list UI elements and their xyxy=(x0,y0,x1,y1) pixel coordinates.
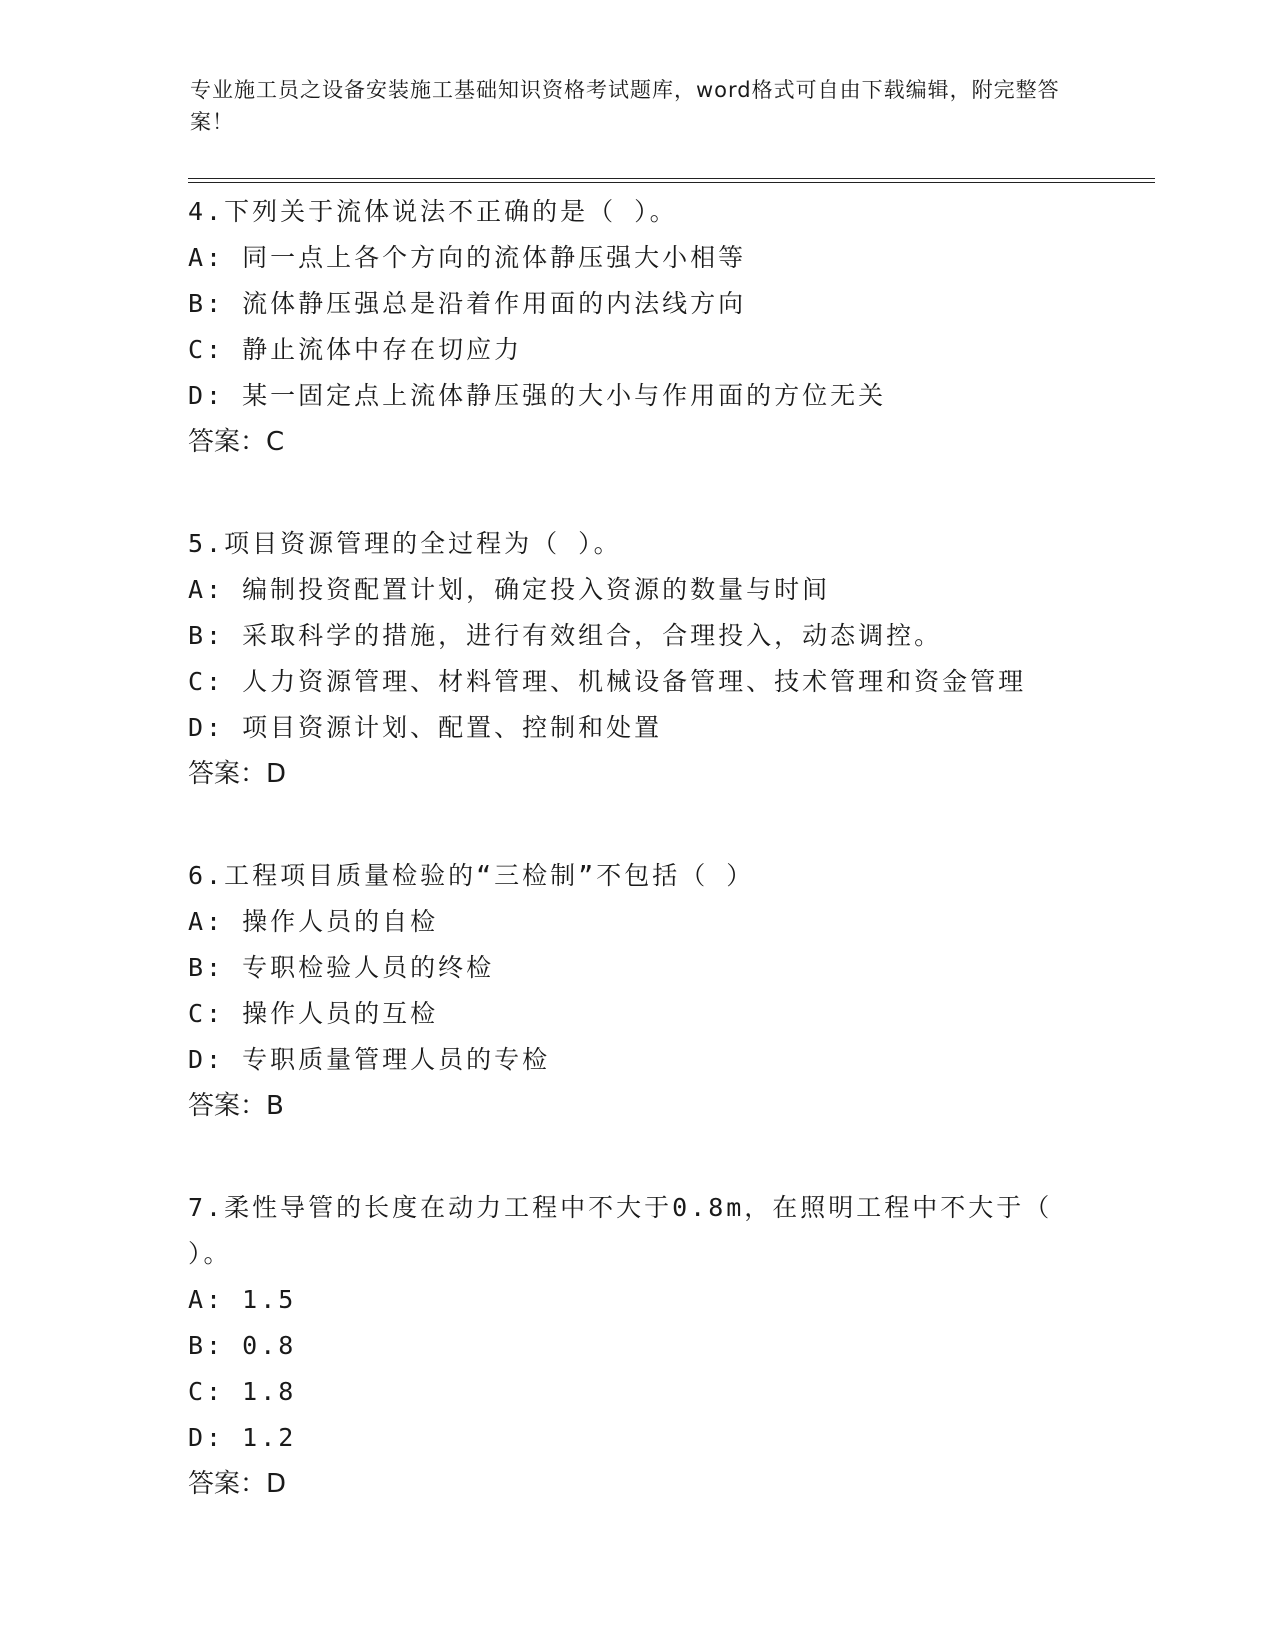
question-6 xyxy=(188,853,1148,1129)
question-7 xyxy=(188,1185,1148,1507)
option-d: D: 1.2 xyxy=(188,1423,297,1452)
option-c: C: 人力资源管理、材料管理、机械设备管理、技术管理和资金管理 xyxy=(188,667,1027,696)
option-b: B: 采取科学的措施，进行有效组合，合理投入，动态调控。 xyxy=(188,621,943,650)
option-c: C: 1.8 xyxy=(188,1377,297,1406)
option-a: A: 1.5 xyxy=(188,1285,297,1314)
option-c: C: 操作人员的互检 xyxy=(188,999,439,1028)
answer-line: 答案：C xyxy=(188,427,285,457)
option-a: A: 编制投资配置计划，确定投入资源的数量与时间 xyxy=(188,575,831,604)
option-d: D: 专职质量管理人员的专检 xyxy=(188,1045,551,1074)
option-c: C: 静止流体中存在切应力 xyxy=(188,335,523,364)
option-b: B: 流体静压强总是沿着作用面的内法线方向 xyxy=(188,289,747,318)
question-list xyxy=(188,189,1148,1563)
document-header: 专业施工员之设备安装施工基础知识资格考试题库，word格式可自由下载编辑，附完整答案！ xyxy=(190,78,1060,134)
option-a: A: 同一点上各个方向的流体静压强大小相等 xyxy=(188,243,747,272)
question-stem: 5.项目资源管理的全过程为（ ）。 xyxy=(188,529,622,558)
question-4 xyxy=(188,189,1148,465)
question-stem: 4.下列关于流体说法不正确的是（ ）。 xyxy=(188,197,678,226)
answer-line: 答案：D xyxy=(188,759,287,789)
header-divider xyxy=(188,178,1155,183)
question-stem: 7.柔性导管的长度在动力工程中不大于0.8m，在照明工程中不大于（ ）。 xyxy=(188,1193,1071,1268)
question-stem: 6.工程项目质量检验的“三检制”不包括（ ） xyxy=(188,861,755,890)
option-a: A: 操作人员的自检 xyxy=(188,907,439,936)
option-d: D: 项目资源计划、配置、控制和处置 xyxy=(188,713,663,742)
option-d: D: 某一固定点上流体静压强的大小与作用面的方位无关 xyxy=(188,381,887,410)
answer-line: 答案：D xyxy=(188,1469,287,1499)
question-5 xyxy=(188,521,1148,797)
option-b: B: 专职检验人员的终检 xyxy=(188,953,495,982)
option-b: B: 0.8 xyxy=(188,1331,297,1360)
answer-line: 答案：B xyxy=(188,1091,284,1121)
